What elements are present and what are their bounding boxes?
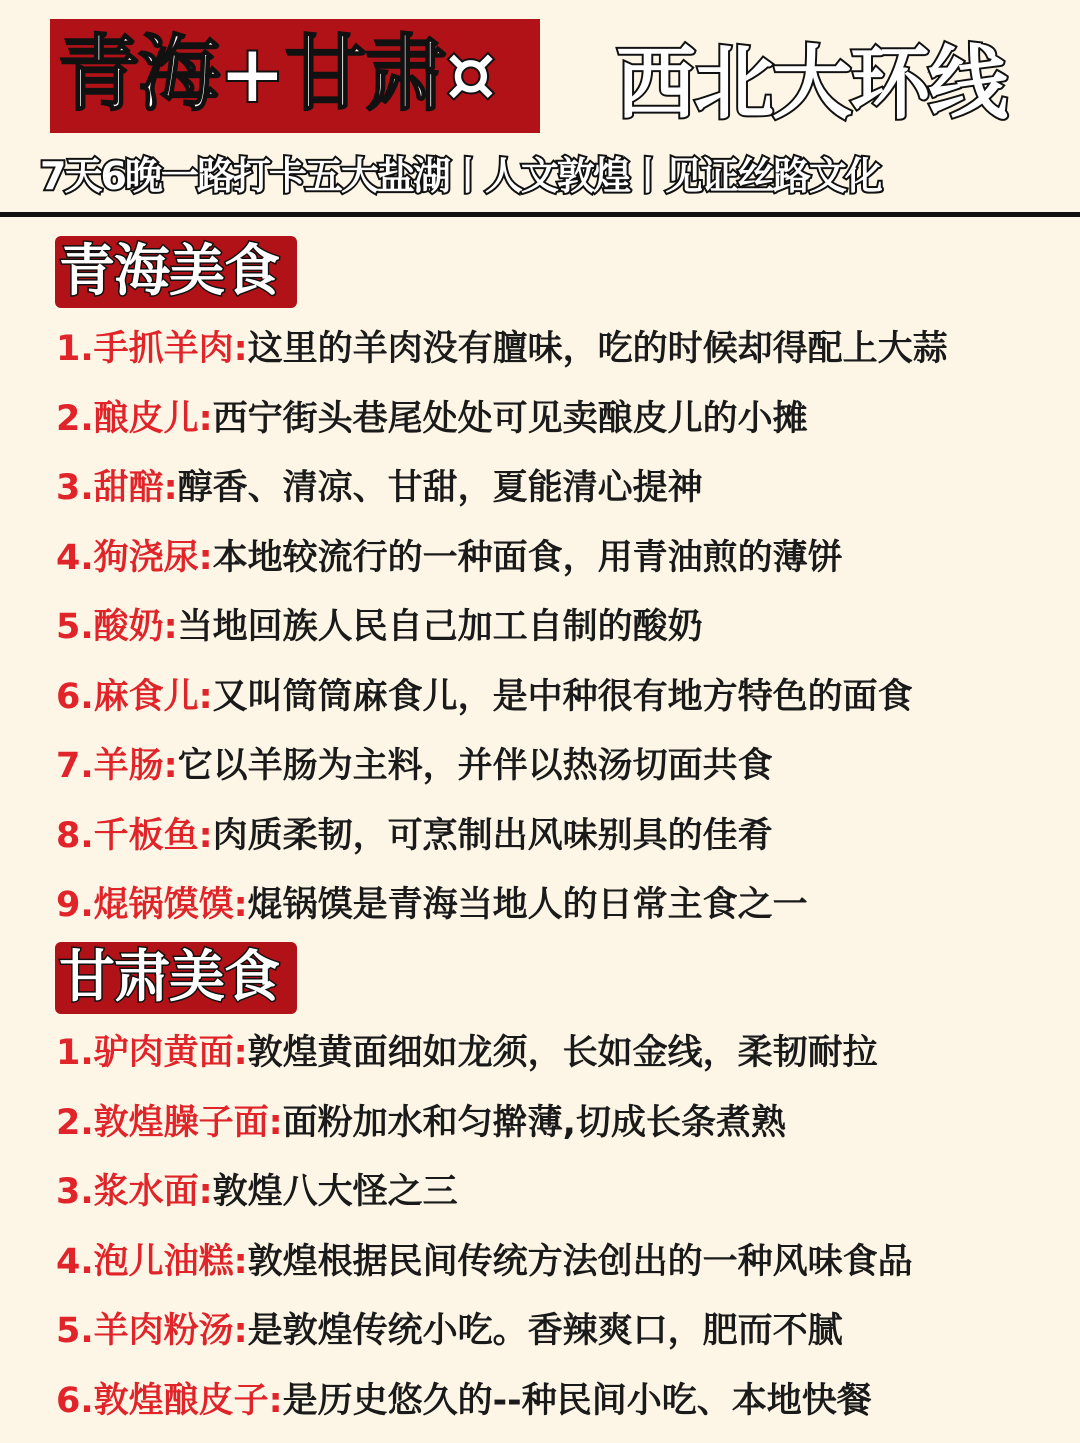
food-description: 面粉加水和匀擀薄,切成长条煮熟 <box>282 1102 786 1143</box>
section-title: 甘肃美食 <box>59 945 279 1010</box>
food-name: 5.羊肉粉汤: <box>56 1311 248 1351</box>
title-banner <box>50 19 540 133</box>
food-description: 敦煌八大怪之三 <box>212 1172 458 1212</box>
food-name: 1.手抓羊肉: <box>56 329 248 369</box>
food-description: 西宁街头巷尾处处可见卖酿皮儿的小摊 <box>212 398 808 439</box>
food-name: 1.驴肉黄面: <box>56 1033 248 1073</box>
page-subtitle: 7天6晚一路打卡五大盐湖丨人文敦煌丨见证丝路文化 <box>40 154 881 198</box>
list-item <box>56 318 1066 388</box>
food-description: 醇香、清凉、甘甜，夏能清心提神 <box>177 468 703 508</box>
section-title: 青海美食 <box>59 239 279 304</box>
food-description: 是历史悠久的--种民间小吃、本地快餐 <box>282 1380 872 1421</box>
food-description: 敦煌根据民间传统方法创出的一种风味食品 <box>247 1241 913 1282</box>
list-item <box>56 527 1066 597</box>
food-name: 9.焜锅馍馍: <box>56 885 248 925</box>
list-item <box>56 1300 1066 1370</box>
food-description: 这里的羊肉没有膻味，吃的时候却得配上大蒜 <box>247 329 948 369</box>
list-item <box>56 805 1066 875</box>
list-item <box>56 596 1066 666</box>
page-title: 青海+甘肃¤ <box>58 27 495 122</box>
food-description: 当地回族人民自己加工自制的酸奶 <box>177 607 703 647</box>
food-name: 2.敦煌臊子面: <box>56 1102 283 1143</box>
list-item <box>56 874 1066 944</box>
food-list-gansu <box>56 1022 1066 1439</box>
list-item <box>56 1022 1066 1092</box>
food-list-qinghai <box>56 318 1066 944</box>
list-item <box>56 735 1066 805</box>
food-name: 3.甜醅: <box>56 468 178 508</box>
food-name: 7.羊肠: <box>56 746 178 786</box>
list-item <box>56 1231 1066 1301</box>
food-name: 8.千板鱼: <box>56 815 213 856</box>
list-item <box>56 1092 1066 1162</box>
food-description: 本地较流行的一种面食，用青油煎的薄饼 <box>212 537 843 578</box>
list-item <box>56 1161 1066 1231</box>
food-description: 又叫筒筒麻食儿，是中种很有地方特色的面食 <box>212 676 913 717</box>
food-description: 敦煌黄面细如龙须，长如金线，柔韧耐拉 <box>247 1033 878 1073</box>
list-item <box>56 457 1066 527</box>
food-name: 3.浆水面: <box>56 1172 213 1212</box>
food-description: 是敦煌传统小吃。香辣爽口，肥而不腻 <box>247 1311 843 1351</box>
food-name: 6.敦煌酿皮子: <box>56 1380 283 1421</box>
section-header-qinghai <box>55 236 297 308</box>
food-description: 肉质柔韧，可烹制出风味别具的佳肴 <box>212 815 773 856</box>
header-divider <box>0 212 1080 217</box>
food-description: 它以羊肠为主料，并伴以热汤切面共食 <box>177 746 773 786</box>
food-name: 4.泡儿油糕: <box>56 1241 248 1282</box>
food-name: 5.酸奶: <box>56 607 178 647</box>
food-name: 6.麻食儿: <box>56 676 213 717</box>
food-name: 4.狗浇尿: <box>56 537 213 578</box>
section-header-gansu <box>55 942 297 1014</box>
page-title-secondary: 西北大环线 <box>616 37 1006 130</box>
list-item <box>56 1370 1066 1440</box>
list-item <box>56 388 1066 458</box>
food-name: 2.酿皮儿: <box>56 398 213 439</box>
food-description: 焜锅馍是青海当地人的日常主食之一 <box>247 885 808 925</box>
list-item <box>56 666 1066 736</box>
